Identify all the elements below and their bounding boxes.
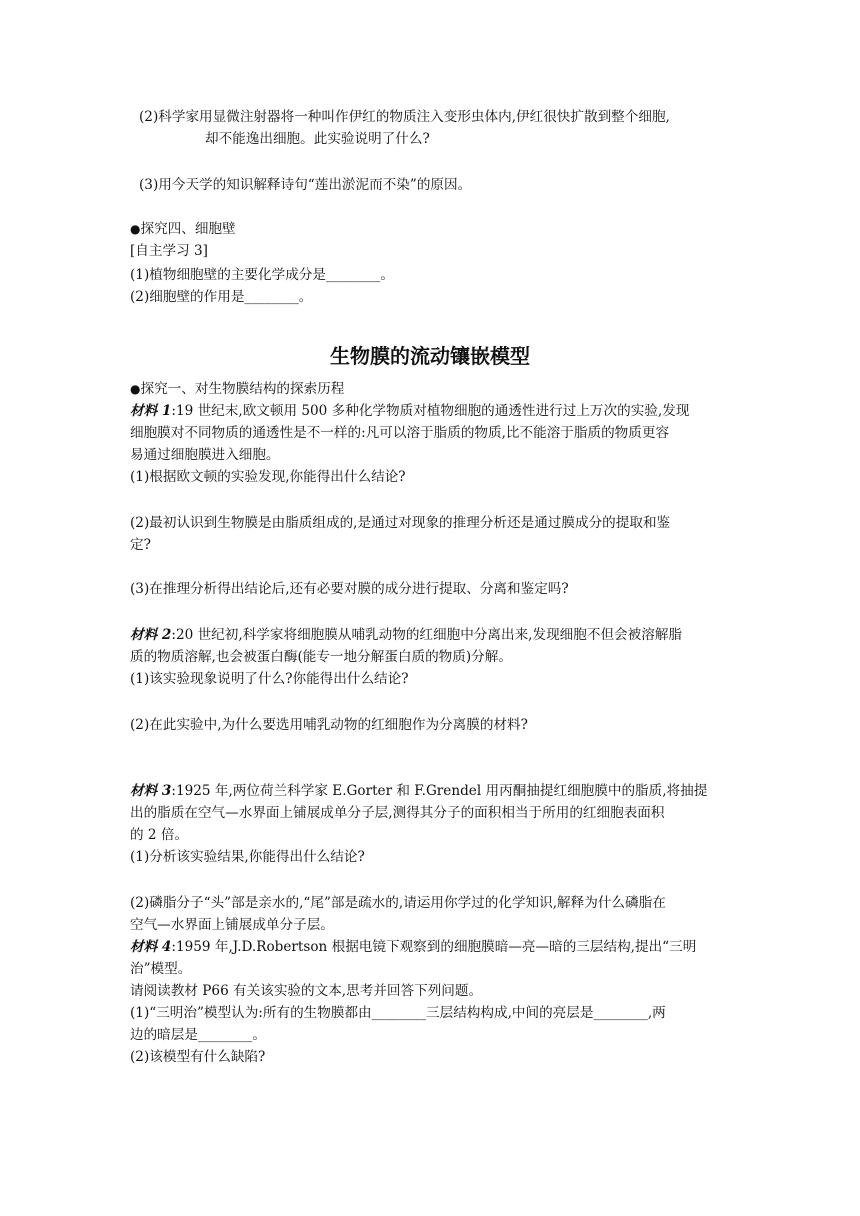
material-2-line-2: 质的物质溶解,也会被蛋白酶(能专一地分解蛋白质的物质)分解。 (130, 649, 512, 665)
material-1-line-1 (130, 402, 689, 420)
bullet-icon: ● (130, 382, 141, 396)
material-4-text-1: :1959 年,J.D.Robertson 根据电镜下观察到的细胞膜暗—亮—暗的三层结构,提出“三明 (171, 939, 697, 955)
material-3-line-2: 出的脂质在空气—水界面上铺展成单分子层,测得其分子的面积相当于所用的红细胞表面积 (130, 805, 665, 821)
self-study-q2: (2)细胞壁的作用是________。 (130, 289, 313, 305)
explore-4-text: 探究四、细胞壁 (140, 221, 236, 237)
material-4-question-2: (2)该模型有什么缺陷? (130, 1049, 266, 1065)
material-4-line-3: 请阅读教材 P66 有关该实验的文本,思考并回答下列问题。 (130, 983, 483, 999)
explore-4-heading (130, 220, 236, 238)
explore-1-heading (130, 380, 344, 398)
material-4-question-1-line-1: (1)“三明治”模型认为:所有的生物膜都由________三层结构构成,中间的亮层是________,两 (130, 1005, 666, 1021)
material-1-question-1: (1)根据欧文顿的实验发现,你能得出什么结论? (130, 469, 406, 485)
material-1-text-1: :19 世纪末,欧文顿用 500 多种化学物质对植物细胞的通透性进行过上万次的实验,发现 (171, 403, 690, 419)
section-title: 生物膜的流动镶嵌模型 (330, 344, 530, 368)
material-1-question-2-line-1: (2)最初认识到生物膜是由脂质组成的,是通过对现象的推理分析还是通过膜成分的提取和鉴 (130, 515, 671, 531)
material-4-line-2: 治”模型。 (130, 961, 192, 977)
material-1-label: 材料 1 (130, 403, 172, 419)
material-2-line-1 (130, 626, 682, 644)
material-1-question-2-line-2: 定? (130, 537, 151, 553)
question-2-line-1: (2)科学家用显微注射器将一种叫作伊红的物质注入变形虫体内,伊红很快扩散到整个细胞, (139, 109, 670, 125)
material-2-label: 材料 2 (130, 627, 172, 643)
material-1-line-3: 易通过细胞膜进入细胞。 (130, 447, 280, 463)
material-3-text-1: :1925 年,两位荷兰科学家 E.Gorter 和 F.Grendel 用丙酮抽提红细胞膜中的脂质,将抽提 (171, 783, 708, 799)
material-2-text-1: :20 世纪初,科学家将细胞膜从哺乳动物的红细胞中分离出来,发现细胞不但会被溶解脂 (171, 627, 683, 643)
bullet-icon: ● (130, 222, 141, 236)
material-3-question-2-line-2: 空气—水界面上铺展成单分子层。 (130, 917, 334, 933)
material-2-question-2: (2)在此实验中,为什么要选用哺乳动物的红细胞作为分离膜的材料? (130, 717, 528, 733)
material-2-question-1: (1)该实验现象说明了什么?你能得出什么结论? (130, 671, 409, 687)
material-3-line-1 (130, 782, 707, 800)
material-3-label: 材料 3 (130, 783, 172, 799)
material-1-question-3: (3)在推理分析得出结论后,还有必要对膜的成分进行提取、分离和鉴定吗? (130, 581, 569, 597)
material-3-question-2-line-1: (2)磷脂分子“头”部是亲水的,“尾”部是疏水的,请运用你学过的化学知识,解释为什么磷脂在 (130, 895, 666, 911)
material-4-label: 材料 4 (130, 939, 172, 955)
explore-1-text: 探究一、对生物膜结构的探索历程 (140, 381, 345, 397)
question-2-line-2: 却不能逸出细胞。此实验说明了什么? (205, 131, 430, 147)
question-3: (3)用今天学的知识解释诗句“莲出淤泥而不染”的原因。 (139, 177, 472, 193)
material-4-question-1-line-2: 边的暗层是________。 (130, 1027, 266, 1043)
material-4-line-1 (130, 938, 696, 956)
material-3-line-3: 的 2 倍。 (130, 827, 189, 843)
material-3-question-1: (1)分析该实验结果,你能得出什么结论? (130, 849, 365, 865)
self-study-label: [自主学习 3] (130, 243, 208, 259)
self-study-q1: (1)植物细胞壁的主要化学成分是________。 (130, 267, 394, 283)
material-1-line-2: 细胞膜对不同物质的通透性是不一样的:凡可以溶于脂质的物质,比不能溶于脂质的物质更容 (130, 425, 670, 441)
